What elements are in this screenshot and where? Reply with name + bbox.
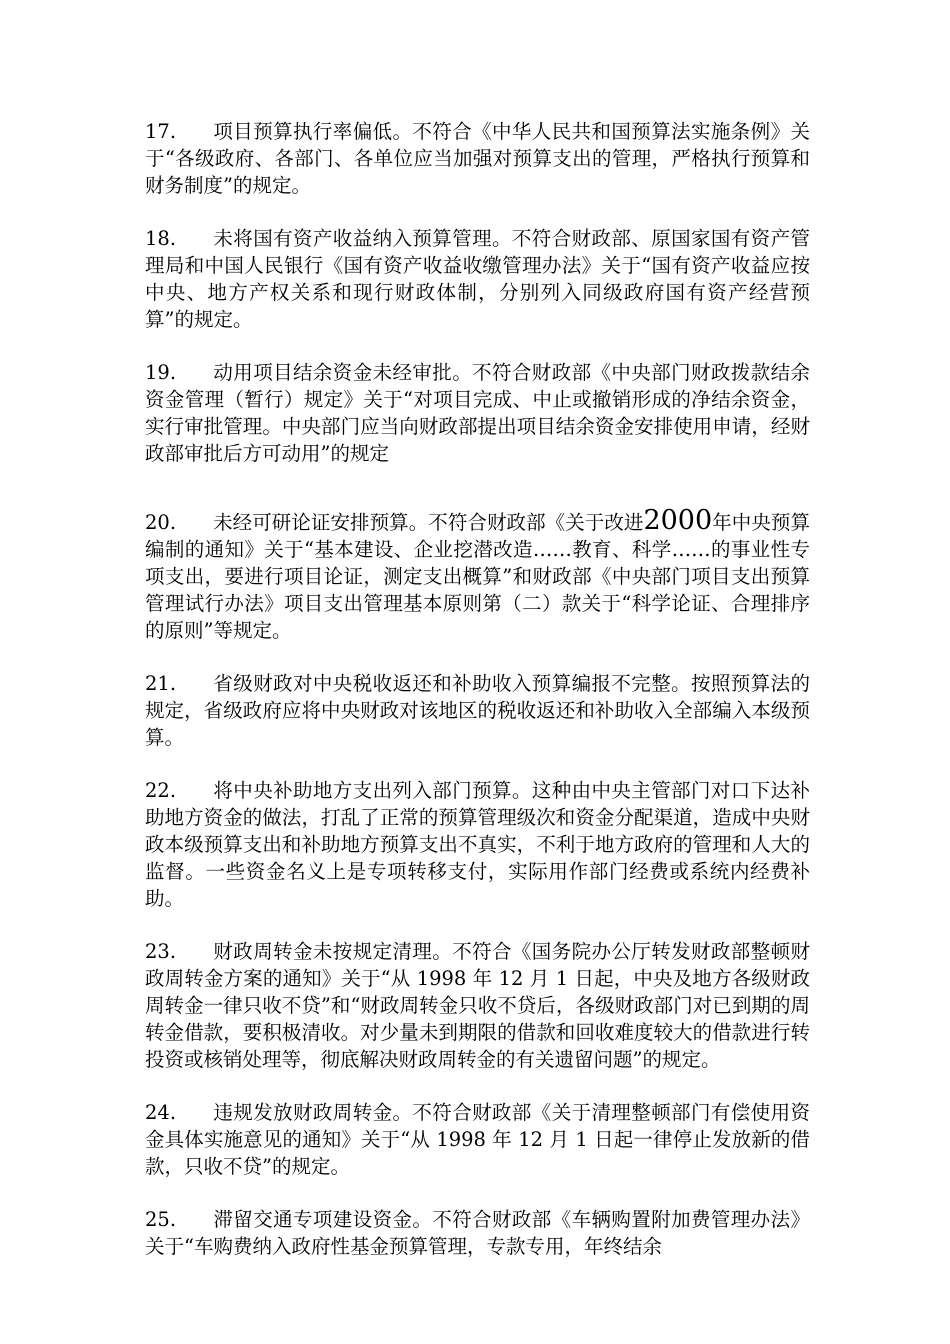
paragraph-25 (145, 1206, 810, 1260)
paragraph-21 (145, 670, 810, 751)
paragraph-text: 未经可研论证安排预算。不符合财政部《关于改进 (213, 511, 644, 534)
paragraph-text: 动用项目结余资金未经审批。不符合财政部《中央部门财政拨款结余资金管理（暂行）规定》关于“对项目完成、中止或撤销形成的净结余资金，实行审批管理。中央部门应当向财政部提出项目结余资金安排使用申请，经财政部审批后方可动用”的规定 (145, 361, 810, 465)
paragraph-number: 25. (145, 1208, 177, 1231)
paragraph-number: 24. (145, 1101, 177, 1124)
paragraph-20 (145, 507, 810, 644)
paragraph-text: 违规发放财政周转金。不符合财政部《关于清理整顿部门有偿使用资金具体实施意见的通知》关于“从 1998 年 12 月 1 日起一律停止发放新的借款，只收不贷”的规定。 (145, 1101, 810, 1178)
paragraph-text: 省级财政对中央税收返还和补助收入预算编报不完整。按照预算法的规定，省级政府应将中央财政对该地区的税收返还和补助收入全部编入本级预算。 (145, 672, 810, 749)
paragraph-number: 21. (145, 672, 177, 695)
paragraph-text: 将中央补助地方支出列入部门预算。这种由中央主管部门对口下达补助地方资金的做法，打乱了正常的预算管理级次和资金分配渠道，造成中央财政本级预算支出和补助地方预算支出不真实，不利于地方政府的管理和人大的监督。一些资金名义上是专项转移支付，实际用作部门经费或系统内经费补助。 (145, 779, 810, 910)
paragraph-17 (145, 118, 810, 199)
paragraph-18 (145, 225, 810, 333)
paragraph-24 (145, 1099, 810, 1180)
paragraph-text: 未将国有资产收益纳入预算管理。不符合财政部、原国家国有资产管理局和中国人民银行《国有资产收益收缴管理办法》关于“国有资产收益应按中央、地方产权关系和现行财政体制，分别列入同级政府国有资产经营预算”的规定。 (145, 227, 810, 331)
paragraph-number: 23. (145, 940, 177, 963)
paragraph-number: 18. (145, 227, 177, 250)
paragraph-text: 财政周转金未按规定清理。不符合《国务院办公厅转发财政部整顿财政周转金方案的通知》关于“从 1998 年 12 月 1 日起，中央及地方各级财政周转金一律只收不贷”和“财政周转金只收不贷后，各级财政部门对已到期的周转金借款，要积极清收。对少量未到期限的借款和回收难度较大的借款进行转投资或核销处理等，彻底解决财政周转金的有关遗留问题”的规定。 (145, 940, 810, 1071)
paragraph-23 (145, 938, 810, 1073)
paragraph-number: 20. (145, 511, 177, 534)
year-number: 2000 (643, 505, 713, 536)
paragraph-text-continued: 年中央预算编制的通知》关于“基本建设、企业挖潜改造……教育、科学……的事业性专项支出，要进行项目论证，测定支出概算”和财政部《中央部门项目支出预算管理试行办法》项目支出管理基本原则第（二）款关于“科学论证、合理排序的原则”等规定。 (145, 511, 810, 642)
paragraph-text: 项目预算执行率偏低。不符合《中华人民共和国预算法实施条例》关于“各级政府、各部门、各单位应当加强对预算支出的管理，严格执行预算和财务制度”的规定。 (145, 120, 810, 197)
paragraph-number: 22. (145, 779, 177, 802)
paragraph-number: 19. (145, 361, 177, 384)
paragraph-22 (145, 777, 810, 912)
paragraph-number: 17. (145, 120, 177, 143)
paragraph-text: 滞留交通专项建设资金。不符合财政部《车辆购置附加费管理办法》关于“车购费纳入政府性基金预算管理，专款专用，年终结余 (145, 1208, 810, 1258)
paragraph-19 (145, 359, 810, 467)
document-page (145, 118, 810, 1286)
